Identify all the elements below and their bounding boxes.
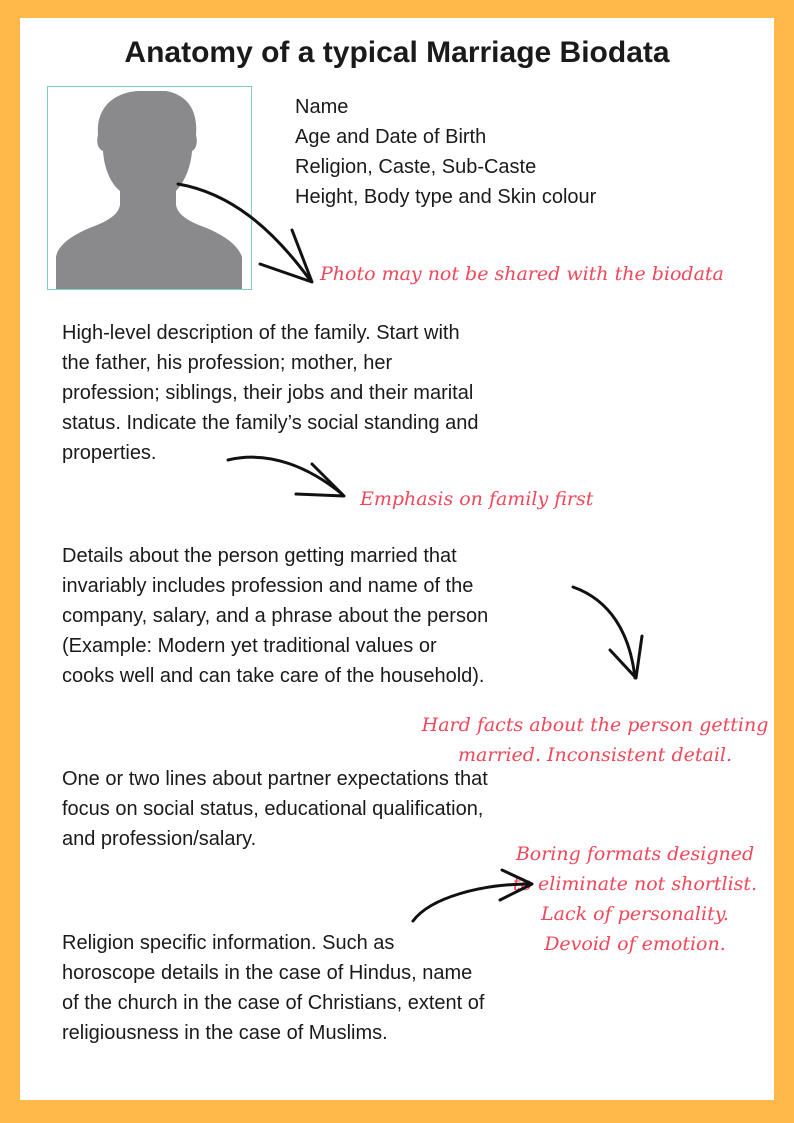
religion-line: of the church in the case of Christians, extent of [62,992,485,1014]
family-section [62,318,572,468]
field-name: Name [295,96,349,118]
religion-section [62,928,572,1048]
arrowhead-person [610,636,642,678]
religion-line: religiousness in the case of Muslims. [62,1022,388,1044]
arrowhead-photo [260,230,312,282]
person-section [62,541,572,691]
photo-placeholder [47,86,252,290]
family-line: High-level description of the family. Start with [62,322,460,344]
person-silhouette-icon [48,87,251,289]
arrow-person [573,587,635,678]
note-family: Emphasis on family first [360,488,594,510]
partner-line: focus on social status, educational qualification, [62,798,484,820]
biodata-page [20,18,774,1100]
field-age-dob: Age and Date of Birth [295,126,487,148]
family-line: profession; siblings, their jobs and their marital [62,382,474,404]
note-photo: Photo may not be shared with the biodata [320,263,724,285]
note-person-line: married. Inconsistent detail. [457,744,733,766]
person-line: (Example: Modern yet traditional values or [62,635,437,657]
person-line: invariably includes profession and name of the [62,575,474,597]
page-title: Anatomy of a typical Marriage Biodata [124,36,670,69]
person-line: Details about the person getting married that [62,545,457,567]
family-line: properties. [62,442,157,464]
note-format-line: to eliminate not shortlist. [512,873,758,895]
partner-line: and profession/salary. [62,828,257,850]
partner-section [62,764,572,854]
family-line: the father, his profession; mother, her [62,352,393,374]
note-person [420,710,770,770]
person-line: company, salary, and a phrase about the person [62,605,489,627]
field-height-body: Height, Body type and Skin colour [295,186,597,208]
note-format-line: Boring formats designed [515,843,755,865]
arrowhead-family [296,464,344,496]
religion-line: horoscope details in the case of Hindus, name [62,962,473,984]
field-religion-caste: Religion, Caste, Sub-Caste [295,156,537,178]
family-line: status. Indicate the family’s social standing and [62,412,479,434]
religion-line: Religion specific information. Such as [62,932,395,954]
basic-fields-list [295,92,596,212]
person-line: cooks well and can take care of the household). [62,665,485,687]
note-format-line: Devoid of emotion. [544,933,726,955]
note-person-line: Hard facts about the person getting [421,714,769,736]
note-format-line: Lack of personality. [541,903,729,925]
partner-line: One or two lines about partner expectations that [62,768,488,790]
